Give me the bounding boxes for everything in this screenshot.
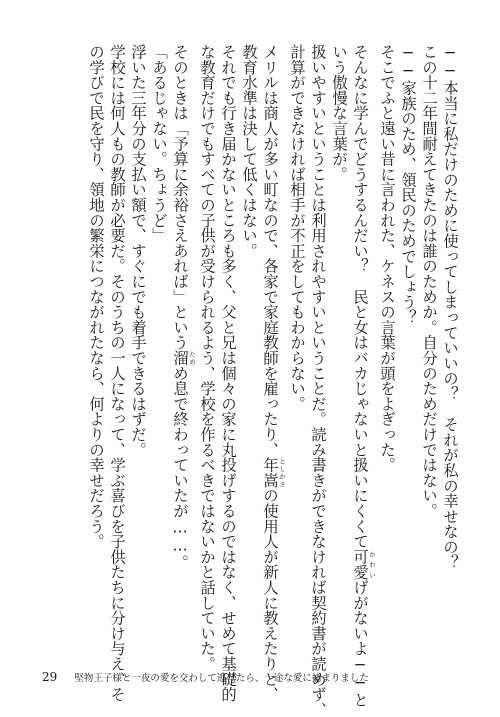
text-line: それでも行き届かないところも多く、父と兄は個々の家に丸投げするのではなく、せめて基礎的 <box>219 44 237 702</box>
page-number: 29 <box>42 670 58 684</box>
text-line: 扱いやすいということは利用されやすいということだ。読み書きができなければ契約書が読めず、 <box>309 44 327 717</box>
text-line: 浮いた三年分の支払い額で、すぐにでも着手できるはずだ。 <box>129 44 147 458</box>
text-line: そのときは「予算に余裕さえあれば」という溜 ためめ息で終わっていたが……。 <box>171 44 196 570</box>
text-line: そんなに学んでどうするんだい？ 民と女はバカじゃないと扱いにくくて可愛 かわいげがないよ──と <box>351 44 376 708</box>
furigana-toshikasa: 年嵩 としかさ <box>261 457 286 488</box>
text-line: 学校には何人もの教師が必要だ。そのうちの一人になって、学ぶ喜びを子供たちに分け与え、そ <box>108 44 126 702</box>
text-line: メリルは商人が多い町なので、各家で家庭教師を雇ったり、年嵩 としかさの使用人が新人に教えたりと、 <box>261 44 286 702</box>
text-line: な教育だけでもすべての子供が受けられるよう、学校を作るべきではないかと話していた。 <box>198 44 216 672</box>
page-footer <box>42 669 369 685</box>
text-line: 「あるじゃない。ちょうど」 <box>150 44 168 243</box>
text-line: ──本当に私だけのために使ってしまっていいの？ それが私の幸せなの？ <box>441 44 459 570</box>
text-line: 教育水準は決して低くはない。 <box>240 44 258 259</box>
text-line: ──家族のため、領民のためでしょう？ <box>399 44 417 325</box>
furigana-tame: 溜 ため <box>171 350 196 366</box>
furigana-kawai: 可愛 かわい <box>351 548 376 580</box>
text-line: この十二年間耐えてきたのは誰のためか。自分のためだけではない。 <box>420 44 438 519</box>
text-line: の学びで民を守り、領地の繁栄につながれたなら、何よりの幸せだろう。 <box>87 44 105 549</box>
text-line: 計算ができなければ相手が不正をしてもわからない。 <box>288 44 306 412</box>
text-line: そこでふと遠い昔に言われた、ケネスの言葉が頭をよぎった。 <box>378 44 396 473</box>
text-line: いう傲慢な言葉が。 <box>330 44 348 182</box>
book-title: 堅物王子様と一夜の愛を交わして逃げたら、一途な愛に捕まりました <box>74 673 369 684</box>
